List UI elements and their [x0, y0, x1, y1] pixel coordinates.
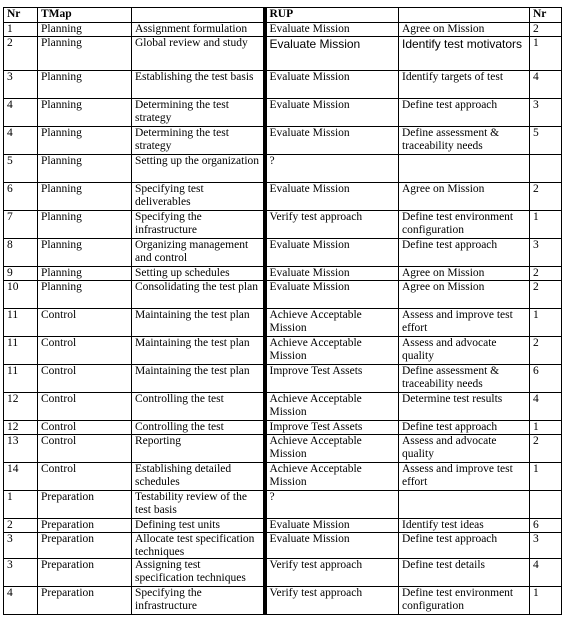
tmap-phase-cell: Control — [38, 421, 132, 435]
rup-task-cell: Define test details — [399, 559, 530, 587]
tmap-phase-cell: Preparation — [38, 519, 132, 533]
tmap-phase-cell: Planning — [38, 183, 132, 211]
tmap-activity-cell: Reporting — [132, 435, 265, 463]
rup-nr-cell: 1 — [530, 37, 562, 71]
tmap-nr-cell: 11 — [4, 337, 38, 365]
table-row — [4, 491, 562, 519]
rup-workflow-cell: Verify test approach — [265, 559, 399, 587]
rup-task-cell: Assess and advocate quality — [399, 435, 530, 463]
table-row — [4, 155, 562, 183]
rup-task-cell: Identify test motivators — [399, 37, 530, 71]
tmap-nr-cell: 1 — [4, 23, 38, 37]
table-row — [4, 393, 562, 421]
table-row — [4, 435, 562, 463]
rup-workflow-cell: Evaluate Mission — [265, 239, 399, 267]
table-row — [4, 463, 562, 491]
rup-nr-cell: 3 — [530, 533, 562, 559]
tmap-activity-cell: Maintaining the test plan — [132, 365, 265, 393]
tmap-nr-cell: 13 — [4, 435, 38, 463]
tmap-phase-cell: Control — [38, 309, 132, 337]
tmap-activity-cell: Determining the test strategy — [132, 127, 265, 155]
tmap-phase-cell: Preparation — [38, 559, 132, 587]
rup-workflow-cell: Evaluate Mission — [265, 183, 399, 211]
header-rup: RUP — [265, 8, 399, 23]
rup-task-cell: Agree on Mission — [399, 281, 530, 309]
tmap-activity-cell: Assigning test specification techniques — [132, 559, 265, 587]
rup-workflow-cell: Achieve Acceptable Mission — [265, 337, 399, 365]
rup-workflow-cell: Achieve Acceptable Mission — [265, 393, 399, 421]
header-tmap: TMap — [38, 8, 132, 23]
rup-workflow-cell: Achieve Acceptable Mission — [265, 309, 399, 337]
rup-task-cell — [399, 155, 530, 183]
tmap-nr-cell: 6 — [4, 183, 38, 211]
rup-nr-cell: 3 — [530, 99, 562, 127]
rup-task-cell: Define test approach — [399, 533, 530, 559]
tmap-nr-cell: 5 — [4, 155, 38, 183]
rup-nr-cell: 2 — [530, 267, 562, 281]
tmap-activity-cell: Global review and study — [132, 37, 265, 71]
tmap-rup-mapping-table — [3, 7, 562, 615]
tmap-nr-cell: 12 — [4, 421, 38, 435]
tmap-activity-cell: Specifying the infrastructure — [132, 587, 265, 615]
rup-nr-cell — [530, 491, 562, 519]
rup-nr-cell: 2 — [530, 337, 562, 365]
tmap-activity-cell: Establishing the test basis — [132, 71, 265, 99]
rup-task-cell: Define test environment configuration — [399, 211, 530, 239]
tmap-activity-cell: Specifying test deliverables — [132, 183, 265, 211]
rup-task-cell: Agree on Mission — [399, 267, 530, 281]
tmap-phase-cell: Planning — [38, 239, 132, 267]
table-body — [4, 23, 562, 615]
rup-nr-cell: 1 — [530, 587, 562, 615]
tmap-nr-cell: 12 — [4, 393, 38, 421]
rup-workflow-cell: Evaluate Mission — [265, 533, 399, 559]
table-row — [4, 267, 562, 281]
tmap-activity-cell: Assignment formulation — [132, 23, 265, 37]
header-nr-rup: Nr — [530, 8, 562, 23]
rup-workflow-cell: Verify test approach — [265, 211, 399, 239]
rup-workflow-cell: Achieve Acceptable Mission — [265, 435, 399, 463]
tmap-activity-cell: Setting up schedules — [132, 267, 265, 281]
tmap-activity-cell: Establishing detailed schedules — [132, 463, 265, 491]
rup-task-cell: Identify test ideas — [399, 519, 530, 533]
rup-workflow-cell: Verify test approach — [265, 587, 399, 615]
tmap-activity-cell: Allocate test specification techniques — [132, 533, 265, 559]
header-tmap-activity — [132, 8, 265, 23]
tmap-nr-cell: 8 — [4, 239, 38, 267]
tmap-phase-cell: Control — [38, 435, 132, 463]
tmap-activity-cell: Consolidating the test plan — [132, 281, 265, 309]
tmap-nr-cell: 1 — [4, 491, 38, 519]
rup-nr-cell: 4 — [530, 559, 562, 587]
tmap-nr-cell: 2 — [4, 519, 38, 533]
rup-task-cell: Define test approach — [399, 421, 530, 435]
tmap-nr-cell: 4 — [4, 127, 38, 155]
tmap-phase-cell: Planning — [38, 37, 132, 71]
tmap-activity-cell: Specifying the infrastructure — [132, 211, 265, 239]
tmap-nr-cell: 3 — [4, 559, 38, 587]
rup-nr-cell: 1 — [530, 211, 562, 239]
mapping-table-container — [3, 7, 562, 615]
rup-workflow-cell: Evaluate Mission — [265, 71, 399, 99]
rup-task-cell: Define test approach — [399, 99, 530, 127]
tmap-phase-cell: Planning — [38, 71, 132, 99]
table-row — [4, 587, 562, 615]
rup-workflow-cell: Improve Test Assets — [265, 365, 399, 393]
table-row — [4, 211, 562, 239]
header-row — [4, 8, 562, 23]
table-row — [4, 183, 562, 211]
tmap-nr-cell: 4 — [4, 99, 38, 127]
table-row — [4, 421, 562, 435]
rup-workflow-cell: ? — [265, 491, 399, 519]
table-row — [4, 127, 562, 155]
rup-task-cell: Define assessment & traceability needs — [399, 365, 530, 393]
tmap-nr-cell: 7 — [4, 211, 38, 239]
tmap-nr-cell: 4 — [4, 587, 38, 615]
rup-workflow-cell: Evaluate Mission — [265, 37, 399, 71]
tmap-phase-cell: Planning — [38, 267, 132, 281]
rup-nr-cell: 6 — [530, 519, 562, 533]
rup-nr-cell: 3 — [530, 239, 562, 267]
tmap-nr-cell: 14 — [4, 463, 38, 491]
tmap-activity-cell: Maintaining the test plan — [132, 337, 265, 365]
table-row — [4, 239, 562, 267]
tmap-phase-cell: Control — [38, 337, 132, 365]
tmap-activity-cell: Defining test units — [132, 519, 265, 533]
table-row — [4, 37, 562, 71]
header-nr: Nr — [4, 8, 38, 23]
table-row — [4, 533, 562, 559]
rup-nr-cell: 2 — [530, 281, 562, 309]
tmap-phase-cell: Control — [38, 393, 132, 421]
rup-workflow-cell: Improve Test Assets — [265, 421, 399, 435]
rup-workflow-cell: Evaluate Mission — [265, 519, 399, 533]
tmap-phase-cell: Planning — [38, 23, 132, 37]
tmap-phase-cell: Preparation — [38, 533, 132, 559]
tmap-nr-cell: 3 — [4, 71, 38, 99]
tmap-nr-cell: 11 — [4, 365, 38, 393]
rup-task-cell: Assess and advocate quality — [399, 337, 530, 365]
rup-workflow-cell: Achieve Acceptable Mission — [265, 463, 399, 491]
rup-nr-cell: 4 — [530, 393, 562, 421]
table-row — [4, 23, 562, 37]
rup-task-cell: Identify targets of test — [399, 71, 530, 99]
rup-workflow-cell: Evaluate Mission — [265, 127, 399, 155]
tmap-phase-cell: Planning — [38, 127, 132, 155]
rup-task-cell: Define assessment & traceability needs — [399, 127, 530, 155]
rup-workflow-cell: Evaluate Mission — [265, 23, 399, 37]
table-row — [4, 99, 562, 127]
rup-workflow-cell: Evaluate Mission — [265, 267, 399, 281]
tmap-phase-cell: Preparation — [38, 491, 132, 519]
header-rup-task — [399, 8, 530, 23]
rup-nr-cell: 2 — [530, 183, 562, 211]
rup-nr-cell: 6 — [530, 365, 562, 393]
tmap-phase-cell: Control — [38, 463, 132, 491]
tmap-activity-cell: Determining the test strategy — [132, 99, 265, 127]
tmap-activity-cell: Maintaining the test plan — [132, 309, 265, 337]
rup-task-cell: Agree on Mission — [399, 183, 530, 211]
rup-task-cell — [399, 491, 530, 519]
rup-nr-cell: 5 — [530, 127, 562, 155]
rup-task-cell: Assess and improve test effort — [399, 463, 530, 491]
rup-task-cell: Agree on Mission — [399, 23, 530, 37]
tmap-nr-cell: 2 — [4, 37, 38, 71]
tmap-phase-cell: Planning — [38, 211, 132, 239]
table-row — [4, 309, 562, 337]
rup-workflow-cell: ? — [265, 155, 399, 183]
tmap-phase-cell: Preparation — [38, 587, 132, 615]
rup-task-cell: Determine test results — [399, 393, 530, 421]
table-row — [4, 281, 562, 309]
rup-nr-cell: 4 — [530, 71, 562, 99]
tmap-phase-cell: Planning — [38, 155, 132, 183]
rup-nr-cell: 2 — [530, 23, 562, 37]
tmap-activity-cell: Setting up the organization — [132, 155, 265, 183]
tmap-activity-cell: Organizing management and control — [132, 239, 265, 267]
tmap-activity-cell: Controlling the test — [132, 421, 265, 435]
table-row — [4, 519, 562, 533]
tmap-nr-cell: 10 — [4, 281, 38, 309]
rup-workflow-cell: Evaluate Mission — [265, 99, 399, 127]
table-row — [4, 71, 562, 99]
rup-nr-cell — [530, 155, 562, 183]
rup-nr-cell: 1 — [530, 421, 562, 435]
tmap-activity-cell: Testability review of the test basis — [132, 491, 265, 519]
table-row — [4, 365, 562, 393]
tmap-nr-cell: 11 — [4, 309, 38, 337]
table-row — [4, 559, 562, 587]
tmap-nr-cell: 3 — [4, 533, 38, 559]
rup-nr-cell: 1 — [530, 309, 562, 337]
tmap-nr-cell: 9 — [4, 267, 38, 281]
rup-task-cell: Assess and improve test effort — [399, 309, 530, 337]
rup-task-cell: Define test approach — [399, 239, 530, 267]
tmap-activity-cell: Controlling the test — [132, 393, 265, 421]
tmap-phase-cell: Planning — [38, 281, 132, 309]
rup-workflow-cell: Evaluate Mission — [265, 281, 399, 309]
tmap-phase-cell: Planning — [38, 99, 132, 127]
rup-task-cell: Define test environment configuration — [399, 587, 530, 615]
rup-nr-cell: 2 — [530, 435, 562, 463]
rup-nr-cell: 1 — [530, 463, 562, 491]
tmap-phase-cell: Control — [38, 365, 132, 393]
table-row — [4, 337, 562, 365]
